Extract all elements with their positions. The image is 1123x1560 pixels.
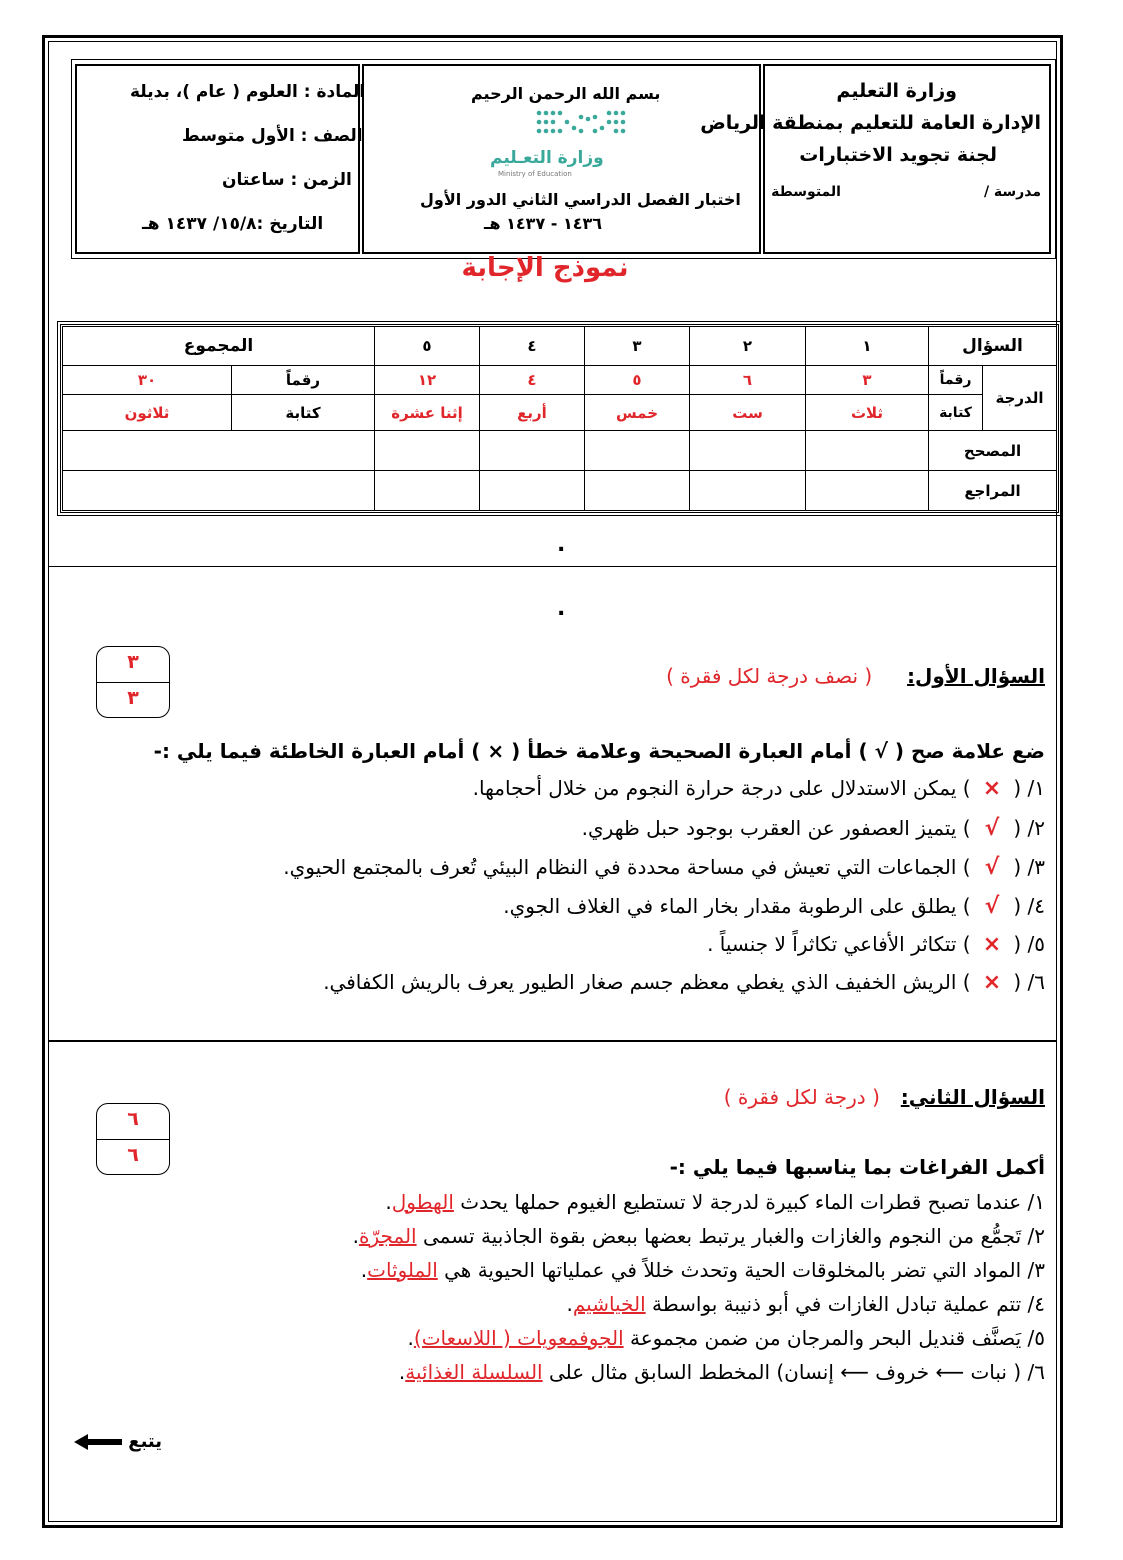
directorate-name: الإدارة العامة للتعليم بمنطقة الرياض [700,112,1041,134]
school-label: مدرسة / [983,184,1041,200]
corrector-cell [689,430,806,471]
ministry-logo-text: وزارة التعـليم [490,148,604,168]
q1-grade-written: ثلاث [805,394,929,431]
question-5-header: ٥ [374,326,480,366]
q2-item: ٥/ يَصنَّف قنديل البحر والمرجان من ضمن مجموعة الجوفمعويات ( اللاسعات). [407,1326,1045,1350]
ministry-logo-icon [533,108,629,136]
question-header: السؤال [928,326,1057,366]
date-line: التاريخ :١٥/٨/ ١٤٣٧ هـ [142,214,324,234]
q1-item: ٢/ ( √ ) يتميز العصفور عن العقرب بوجود حبل ظهري. [581,816,1045,841]
reviewer-cell [805,470,929,511]
q1-score-earned: ٣ [127,687,139,709]
total-grade-written: ثلاثون [62,394,232,431]
q2-item: ٤/ تتم عملية تبادل الغازات في أبو ذنيبة بواسطة الخياشيم. [566,1292,1045,1316]
q1-header [666,664,1045,688]
reviewer-cell [689,470,806,511]
q2-note: ( درجة لكل فقرة ) [723,1085,880,1109]
q3-grade-numeric: ٥ [584,365,690,395]
q1-instruction: ضع علامة صح ( √ ) أمام العبارة الصحيحة وعلامة خطأ ( × ) أمام العبارة الخاطئة فيما يلي :- [153,739,1045,763]
committee-name: لجنة تجويد الاختبارات [799,144,997,166]
q2-header [724,1085,1045,1109]
q5-grade-numeric: ١٢ [374,365,480,395]
question-3-header: ٣ [584,326,690,366]
q1-item: ٤/ ( √ ) يطلق على الرطوبة مقدار بخار الماء في الغلاف الجوي. [503,894,1045,919]
reviewer-label: المراجع [928,470,1057,511]
q5-grade-written: إثنا عشرة [374,394,480,431]
section-divider [48,566,1057,567]
continue-indicator [74,1431,162,1452]
total-written-label: كتابة [231,394,375,431]
arrow-left-icon [74,1434,122,1450]
basmala: بسم الله الرحمن الرحيم [471,84,661,103]
q2-item: ٣/ المواد التي تضر بالمخلوقات الحية وتحدث خللاً في عملياتها الحيوية هي الملوثات. [360,1258,1045,1282]
degree-label: الدرجة [982,365,1057,431]
check-icon: √ [984,816,1000,841]
q2-score-total: ٦ [127,1108,139,1130]
ministry-logo-subtext: Ministry of Education [498,170,572,178]
q1-item: ٣/ ( √ ) الجماعات التي تعيش في مساحة محددة في النظام البيئي تُعرف بالمجتمع الحيوي. [283,855,1045,880]
q2-item: ٢/ تَجمُّع من النجوم والغازات والغبار يرتبط بعضها ببعض بقوة الجاذبية تسمى المجرّة. [352,1224,1045,1248]
time-line: الزمن : ساعتان [222,170,352,190]
q1-score-box [96,646,170,718]
corrector-cell [374,430,480,471]
section-divider [48,1040,1057,1042]
grade-line: الصف : الأول متوسط [182,126,363,146]
q2-score-earned: ٦ [127,1144,139,1166]
q4-grade-numeric: ٤ [479,365,585,395]
reviewer-cell [479,470,585,511]
q2-score-box [96,1103,170,1175]
total-grade-numeric: ٣٠ [62,365,232,395]
corrector-cell [479,430,585,471]
q2-instruction: أكمل الفراغات بما يناسبها فيما يلي :- [669,1155,1045,1179]
question-2-header: ٢ [689,326,806,366]
corrector-cell [805,430,929,471]
written-label: كتابة [928,394,983,431]
q2-grade-written: ست [689,394,806,431]
q1-item: ٦/ ( × ) الريش الخفيف الذي يغطي معظم جسم صغار الطيور يعرف بالريش الكفافي. [323,970,1045,995]
reviewer-cell [584,470,690,511]
exam-year: ١٤٣٦ - ١٤٣٧ هـ [484,214,603,233]
continue-label: يتبع [128,1431,163,1452]
question-4-header: ٤ [479,326,585,366]
check-icon: √ [984,894,1000,919]
q2-item: ١/ عندما تصبح قطرات الماء كبيرة لدرجة لا تستطيع الغيوم حملها يحدث الهطول. [385,1190,1045,1214]
reviewer-total-cell [62,470,375,511]
q2-title: السؤال الثاني: [900,1085,1045,1109]
cross-icon: × [982,776,1002,801]
question-1-header: ١ [805,326,929,366]
q4-grade-written: أربع [479,394,585,431]
exam-title: اختبار الفصل الدراسي الثاني الدور الأول [420,190,741,209]
q1-title: السؤال الأول: [907,664,1045,688]
numeric-label: رقماً [928,365,983,395]
q1-grade-numeric: ٣ [805,365,929,395]
answer-key-title: نموذج الإجابة [461,253,629,283]
q1-score-total: ٣ [127,651,139,673]
cross-icon: × [982,970,1002,995]
q3-grade-written: خمس [584,394,690,431]
q1-note: ( نصف درجة لكل فقرة ) [666,664,873,688]
corrector-total-cell [62,430,375,471]
ministry-name: وزارة التعليم [836,80,957,102]
corrector-label: المصحح [928,430,1057,471]
q1-item: ١/ ( × ) يمكن الاستدلال على درجة حرارة النجوم من خلال أحجامها. [472,776,1045,801]
subject-line: المادة : العلوم ( عام )، بديلة [130,82,366,102]
corrector-cell [584,430,690,471]
check-icon: √ [984,855,1000,880]
q2-grade-numeric: ٦ [689,365,806,395]
total-numeric-label: رقماً [231,365,375,395]
total-header: المجموع [62,326,375,366]
cross-icon: × [982,932,1002,957]
dot-mark: . [557,532,566,557]
dot-mark: . [557,596,566,621]
reviewer-cell [374,470,480,511]
q1-item: ٥/ ( × ) تتكاثر الأفاعي تكاثراً لا جنسياً . [707,932,1045,957]
school-type: المتوسطة [771,184,841,200]
q2-item: ٦/ ( نبات ⟵ خروف ⟵ إنسان) المخطط السابق مثال على السلسلة الغذائية. [398,1360,1045,1384]
